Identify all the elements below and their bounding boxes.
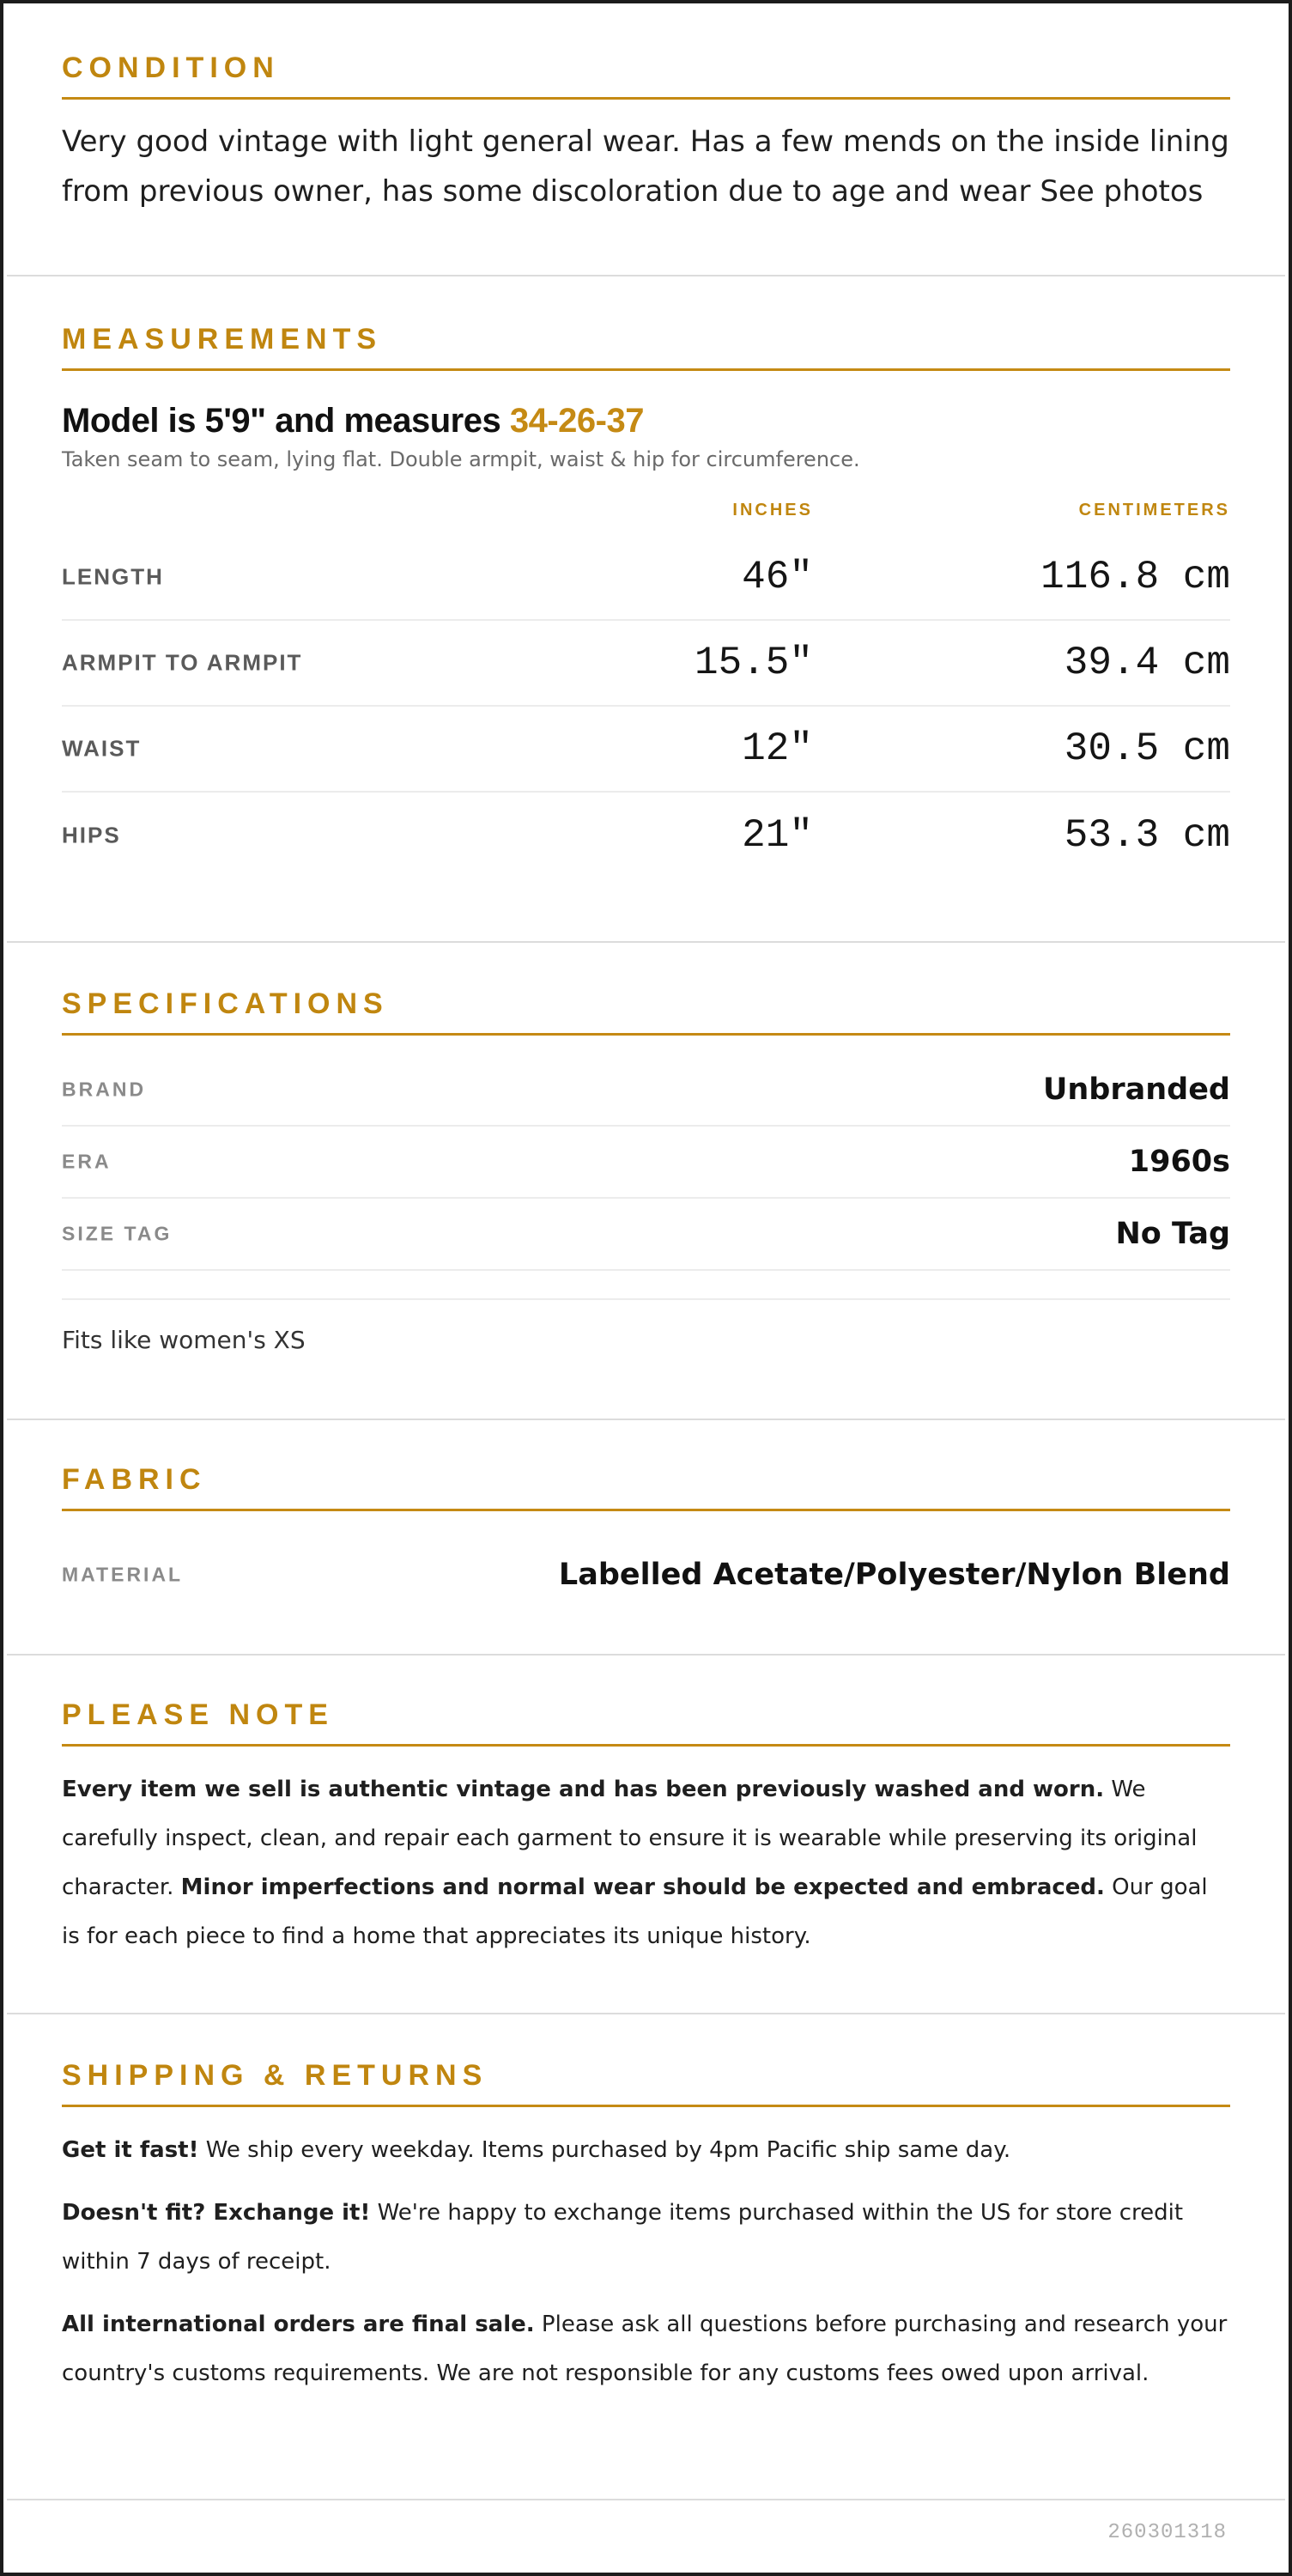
material-label: MATERIAL bbox=[62, 1563, 184, 1586]
measurement-label: LENGTH bbox=[62, 563, 164, 590]
shipping-fast-text: We ship every weekday. Items purchased by 4pm Pacific ship same day. bbox=[198, 2137, 1011, 2163]
spec-value: No Tag bbox=[1115, 1217, 1230, 1251]
measurements-table-header bbox=[62, 501, 1230, 535]
note-bold-2: Minor imperfections and normal wear should be expected and embraced. bbox=[180, 1874, 1105, 1900]
measurements-table bbox=[62, 501, 1230, 878]
measurement-cm: 53.3 cm bbox=[1064, 813, 1230, 858]
spec-row bbox=[62, 1127, 1230, 1199]
measurement-row bbox=[62, 793, 1230, 878]
shipping-fast-bold: Get it fast! bbox=[62, 2137, 199, 2163]
shipping-international-paragraph bbox=[62, 2300, 1230, 2398]
model-measure-value: 34-26-37 bbox=[509, 402, 644, 440]
measurement-row bbox=[62, 707, 1230, 793]
please-note-section bbox=[7, 1656, 1285, 2014]
item-code: 260301318 bbox=[1107, 2521, 1227, 2544]
shipping-exchange-bold: Doesn't fit? Exchange it! bbox=[62, 2200, 371, 2226]
measurement-row bbox=[62, 621, 1230, 707]
shipping-international-text: Please ask all questions before purchasing and research your country's customs requirements. We are not responsible for any customs fees owed upon arrival. bbox=[62, 2312, 1228, 2386]
measurements-subtitle: Taken seam to seam, lying flat. Double armpit, waist & hip for circumference. bbox=[62, 447, 860, 471]
specifications-section bbox=[7, 943, 1285, 1420]
spec-row bbox=[62, 1054, 1230, 1127]
specifications-rows bbox=[62, 1054, 1230, 1271]
fit-note: Fits like women's XS bbox=[62, 1326, 306, 1354]
fabric-heading: FABRIC bbox=[62, 1463, 1230, 1511]
measurements-heading: MEASUREMENTS bbox=[62, 323, 1230, 371]
measurement-inches: 15.5" bbox=[694, 641, 813, 685]
shipping-section bbox=[7, 2014, 1285, 2500]
note-text-1: We carefully inspect, clean, and repair each garment to ensure it is wearable while preserving its original character. bbox=[62, 1777, 1198, 1900]
specifications-heading: SPECIFICATIONS bbox=[62, 987, 1230, 1036]
measurements-section bbox=[7, 276, 1285, 943]
measurement-inches: 21" bbox=[742, 813, 813, 858]
measurement-label: WAIST bbox=[62, 735, 142, 762]
spec-row bbox=[62, 1199, 1230, 1271]
condition-section bbox=[7, 52, 1285, 276]
spec-value: Unbranded bbox=[1042, 1072, 1230, 1107]
shipping-exchange-paragraph bbox=[62, 2189, 1230, 2287]
note-text-2: Our goal is for each piece to find a home that appreciates its unique history. bbox=[62, 1874, 1208, 1949]
shipping-exchange-text: We're happy to exchange items purchased within the US for store credit within 7 days of receipt. bbox=[62, 2200, 1184, 2275]
measurement-label: HIPS bbox=[62, 822, 121, 848]
measurement-cm: 39.4 cm bbox=[1064, 641, 1230, 685]
condition-heading: CONDITION bbox=[62, 52, 1230, 100]
material-value: Labelled Acetate/Polyester/Nylon Blend bbox=[558, 1558, 1230, 1592]
please-note-heading: PLEASE NOTE bbox=[62, 1698, 1230, 1747]
shipping-heading: SHIPPING & RETURNS bbox=[62, 2059, 1230, 2107]
note-bold-1: Every item we sell is authentic vintage and has been previously washed and worn. bbox=[62, 1777, 1105, 1802]
measurement-label: ARMPIT TO ARMPIT bbox=[62, 649, 303, 676]
shipping-international-bold: All international orders are final sale. bbox=[62, 2312, 535, 2337]
measurement-cm: 116.8 cm bbox=[1040, 555, 1230, 599]
material-row bbox=[62, 1539, 1230, 1611]
spec-spacer bbox=[62, 1271, 1230, 1300]
please-note-text bbox=[62, 1765, 1230, 1961]
centimeters-column-header: CENTIMETERS bbox=[1078, 501, 1230, 519]
inches-column-header: INCHES bbox=[732, 501, 813, 519]
spec-value: 1960s bbox=[1128, 1145, 1230, 1179]
shipping-fast-paragraph bbox=[62, 2126, 1230, 2175]
measurement-inches: 46" bbox=[742, 555, 813, 599]
model-measurements bbox=[62, 402, 1230, 440]
measurement-row bbox=[62, 535, 1230, 621]
measurements-rows bbox=[62, 535, 1230, 878]
fabric-section bbox=[7, 1420, 1285, 1656]
spec-label: SIZE TAG bbox=[62, 1222, 173, 1245]
measurement-cm: 30.5 cm bbox=[1064, 726, 1230, 771]
condition-text: Very good vintage with light general wear. Has a few mends on the inside lining from previous owner, has some discoloration due to age and wear See photos bbox=[62, 125, 1229, 209]
model-prefix: Model is 5'9" and measures bbox=[62, 402, 510, 440]
spec-label: ERA bbox=[62, 1150, 112, 1173]
spec-label: BRAND bbox=[62, 1078, 147, 1101]
measurement-inches: 12" bbox=[742, 726, 813, 771]
